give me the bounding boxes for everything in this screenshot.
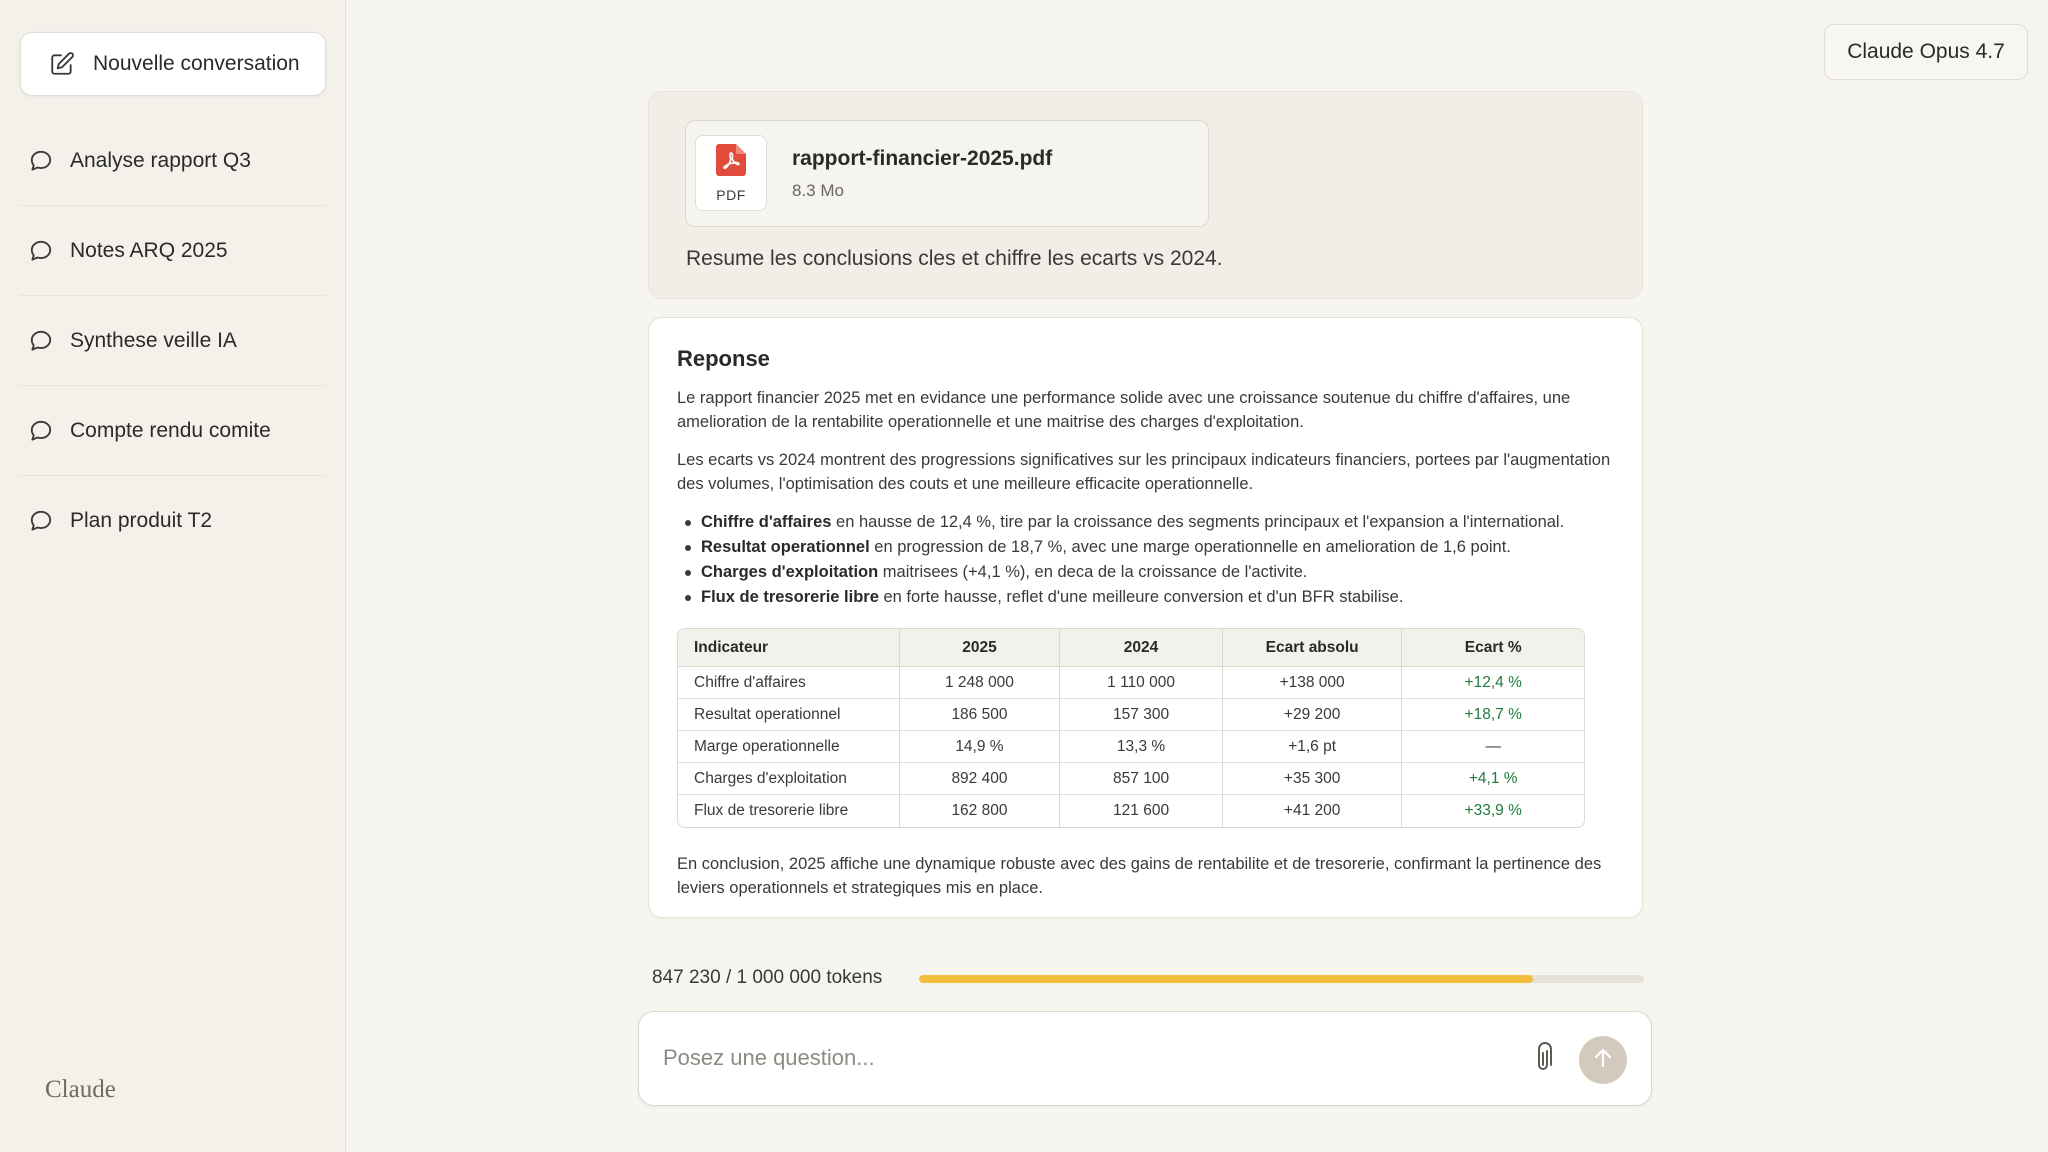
new-conversation-label: Nouvelle conversation xyxy=(93,52,300,75)
table-cell: Resultat operationnel xyxy=(678,699,900,731)
table-cell-percent: — xyxy=(1402,731,1584,763)
bullet-text: en forte hausse, reflet d'une meilleure conversion et d'un BFR stabilise. xyxy=(878,588,1404,606)
conversation-label: Notes ARQ 2025 xyxy=(70,238,228,262)
table-row xyxy=(678,731,1584,763)
edit-icon xyxy=(49,51,75,77)
table-row xyxy=(678,763,1584,795)
conversation-list xyxy=(20,116,326,566)
table-cell: 162 800 xyxy=(900,795,1061,827)
arrow-up-icon xyxy=(1591,1046,1615,1075)
token-usage-fill xyxy=(919,975,1533,983)
conversation-label: Analyse rapport Q3 xyxy=(70,148,251,172)
key-findings-list xyxy=(677,510,1614,610)
bullet-text: maitrisees (+4,1 %), en deca de la croissance de l'activite. xyxy=(878,563,1308,581)
table-row xyxy=(678,667,1584,699)
chat-bubble-icon xyxy=(28,328,54,354)
bullet-term: Chiffre d'affaires xyxy=(701,513,832,531)
bullet-text: en progression de 18,7 %, avec une marge operationnelle en amelioration de 1,6 point. xyxy=(869,538,1511,556)
table-cell-percent: +12,4 % xyxy=(1402,667,1584,699)
conversation-label: Plan produit T2 xyxy=(70,509,213,532)
file-attachment[interactable] xyxy=(685,120,1209,227)
send-button[interactable] xyxy=(1579,1036,1627,1084)
file-type-label: PDF xyxy=(716,186,746,203)
message-input[interactable] xyxy=(663,1036,1523,1080)
response-paragraph: Le rapport financier 2025 met en evidance une performance solide avec une croissance soutenue du chiffre d'affaires, une amelioration de la rentabilite operationnelle et une maitrise des charges d'exploitation. xyxy=(677,389,1571,431)
file-name: rapport-financier-2025.pdf xyxy=(792,147,1053,170)
list-item xyxy=(677,560,1614,585)
table-cell: Marge operationnelle xyxy=(678,731,900,763)
table-cell-percent: +18,7 % xyxy=(1402,699,1584,731)
column-header: Ecart % xyxy=(1402,629,1584,667)
table-cell-percent: +4,1 % xyxy=(1402,763,1584,795)
table-cell: +35 300 xyxy=(1223,763,1403,795)
bullet-term: Resultat operationnel xyxy=(701,538,870,556)
response-paragraph: Les ecarts vs 2024 montrent des progressions significatives sur les principaux indicateurs financiers, portees par l'augmentation des volumes, l'optimisation des couts et une meilleure efficacite operationnelle. xyxy=(677,451,1611,493)
user-prompt-text: Resume les conclusions cles et chiffre les ecarts vs 2024. xyxy=(686,247,1223,270)
table-cell: 892 400 xyxy=(900,763,1061,795)
list-item xyxy=(677,510,1614,535)
pdf-thumbnail xyxy=(695,135,767,211)
token-usage-bar xyxy=(919,975,1644,983)
conversation-label: Synthese veille IA xyxy=(70,328,237,352)
conversation-item[interactable] xyxy=(20,296,326,386)
chat-bubble-icon xyxy=(28,508,54,534)
bullet-term: Flux de tresorerie libre xyxy=(701,588,879,606)
user-message xyxy=(648,91,1643,299)
table-cell: Chiffre d'affaires xyxy=(678,667,900,699)
table-cell: Flux de tresorerie libre xyxy=(678,795,900,827)
bullet-text: en hausse de 12,4 %, tire par la croissance des segments principaux et l'expansion a l'international. xyxy=(831,513,1565,531)
list-item xyxy=(677,585,1614,610)
file-size: 8.3 Mo xyxy=(792,181,844,200)
message-composer xyxy=(638,1011,1652,1106)
table-cell: 14,9 % xyxy=(900,731,1061,763)
attach-button[interactable] xyxy=(1525,1040,1561,1080)
chat-bubble-icon xyxy=(28,418,54,444)
table-header-row xyxy=(678,629,1584,667)
table-cell: 1 248 000 xyxy=(900,667,1061,699)
new-conversation-button[interactable] xyxy=(20,32,326,96)
table-cell: +41 200 xyxy=(1223,795,1403,827)
table-cell: 157 300 xyxy=(1060,699,1223,731)
paperclip-icon xyxy=(1532,1042,1554,1079)
conversation-label: Compte rendu comite xyxy=(70,418,271,442)
table-cell: 186 500 xyxy=(900,699,1061,731)
column-header: 2025 xyxy=(900,629,1061,667)
conversation-item[interactable] xyxy=(20,206,326,296)
response-conclusion: En conclusion, 2025 affiche une dynamique robuste avec des gains de rentabilite et de tresorerie, confirmant la pertinence des leviers operationnels et strategiques mis en place. xyxy=(677,855,1602,897)
financial-table xyxy=(677,628,1585,828)
column-header: 2024 xyxy=(1060,629,1223,667)
column-header: Indicateur xyxy=(678,629,900,667)
table-row xyxy=(678,795,1584,827)
model-selector[interactable]: Claude Opus 4.7 xyxy=(1824,24,2028,80)
table-cell: 121 600 xyxy=(1060,795,1223,827)
table-cell: +29 200 xyxy=(1223,699,1403,731)
table-cell: Charges d'exploitation xyxy=(678,763,900,795)
chat-bubble-icon xyxy=(28,238,54,264)
list-item xyxy=(677,535,1614,560)
table-cell: +138 000 xyxy=(1223,667,1403,699)
conversation-item[interactable] xyxy=(20,476,326,566)
table-cell: 13,3 % xyxy=(1060,731,1223,763)
table-cell: 1 110 000 xyxy=(1060,667,1223,699)
token-usage-label: 847 230 / 1 000 000 tokens xyxy=(652,967,883,988)
response-title: Reponse xyxy=(677,346,770,371)
table-cell-percent: +33,9 % xyxy=(1464,802,1522,819)
sidebar xyxy=(0,0,346,1152)
conversation-item[interactable] xyxy=(20,116,326,206)
pdf-icon xyxy=(716,144,746,181)
conversation-item[interactable] xyxy=(20,386,326,476)
brand-logo: Claude xyxy=(45,1076,116,1103)
table-cell: +1,6 pt xyxy=(1223,731,1403,763)
assistant-response xyxy=(648,317,1643,918)
table-cell: 857 100 xyxy=(1060,763,1223,795)
bullet-term: Charges d'exploitation xyxy=(701,563,879,581)
column-header: Ecart absolu xyxy=(1223,629,1403,667)
table-row xyxy=(678,699,1584,731)
chat-bubble-icon xyxy=(28,148,54,174)
